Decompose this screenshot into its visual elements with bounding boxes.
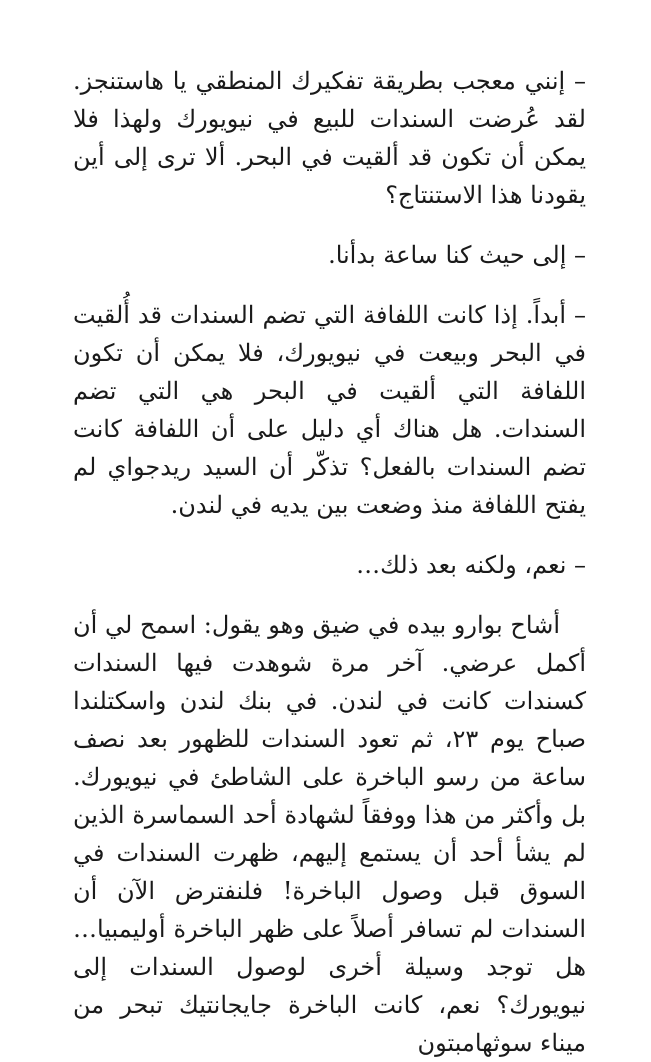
- dialogue-paragraph-3: – أبداً. إذا كانت اللفافة التي تضم السندات قد أُلقيت في البحر وبيعت في نيويورك، فلا يمكن أن تكون اللفافة التي ألقيت في البحر هي التي تضم السندات. هل هناك أي دليل على أن اللفافة كانت تضم السندات بالفعل؟ تذكّر أن السيد ريدجواي لم يفتح اللفافة منذ وضعت بين يديه في لندن.: [73, 301, 586, 519]
- narrative-paragraph: أشاح بوارو بيده في ضيق وهو يقول: اسمح لي أن أكمل عرضي. آخر مرة شوهدت فيها السندات كسندات كانت في لندن. في بنك لندن واسكتلندا صباح يوم ٢٣، ثم تعود السندات للظهور بعد نصف ساعة من رسو الباخرة على الشاطئ في نيويورك. بل وأكثر من هذا ووفقاً لشهادة أحد السماسرة الذين لم يشأ أحد أن يستمع إليهم، ظهرت السندات في السوق قبل وصول الباخرة! فلنفترض الآن أن السندات لم تسافر أصلاً على ظهر الباخرة أوليمبيا… هل توجد وسيلة أخرى لوصول السندات إلى نيويورك؟ نعم، كانت الباخرة جايجانتيك تبحر من ميناء سوثهامبتون: [73, 611, 586, 1057]
- dialogue-paragraph-2: – إلى حيث كنا ساعة بدأنا.: [328, 241, 586, 269]
- dialogue-paragraph-1: – إنني معجب بطريقة تفكيرك المنطقي يا هاستنجز. لقد عُرضت السندات للبيع في نيويورك ولهذا فلا يمكن أن تكون قد ألقيت في البحر. ألا ترى إلى أين يقودنا هذا الاستنتاج؟: [73, 67, 586, 209]
- dialogue-paragraph-4: – نعم، ولكنه بعد ذلك…: [356, 551, 586, 579]
